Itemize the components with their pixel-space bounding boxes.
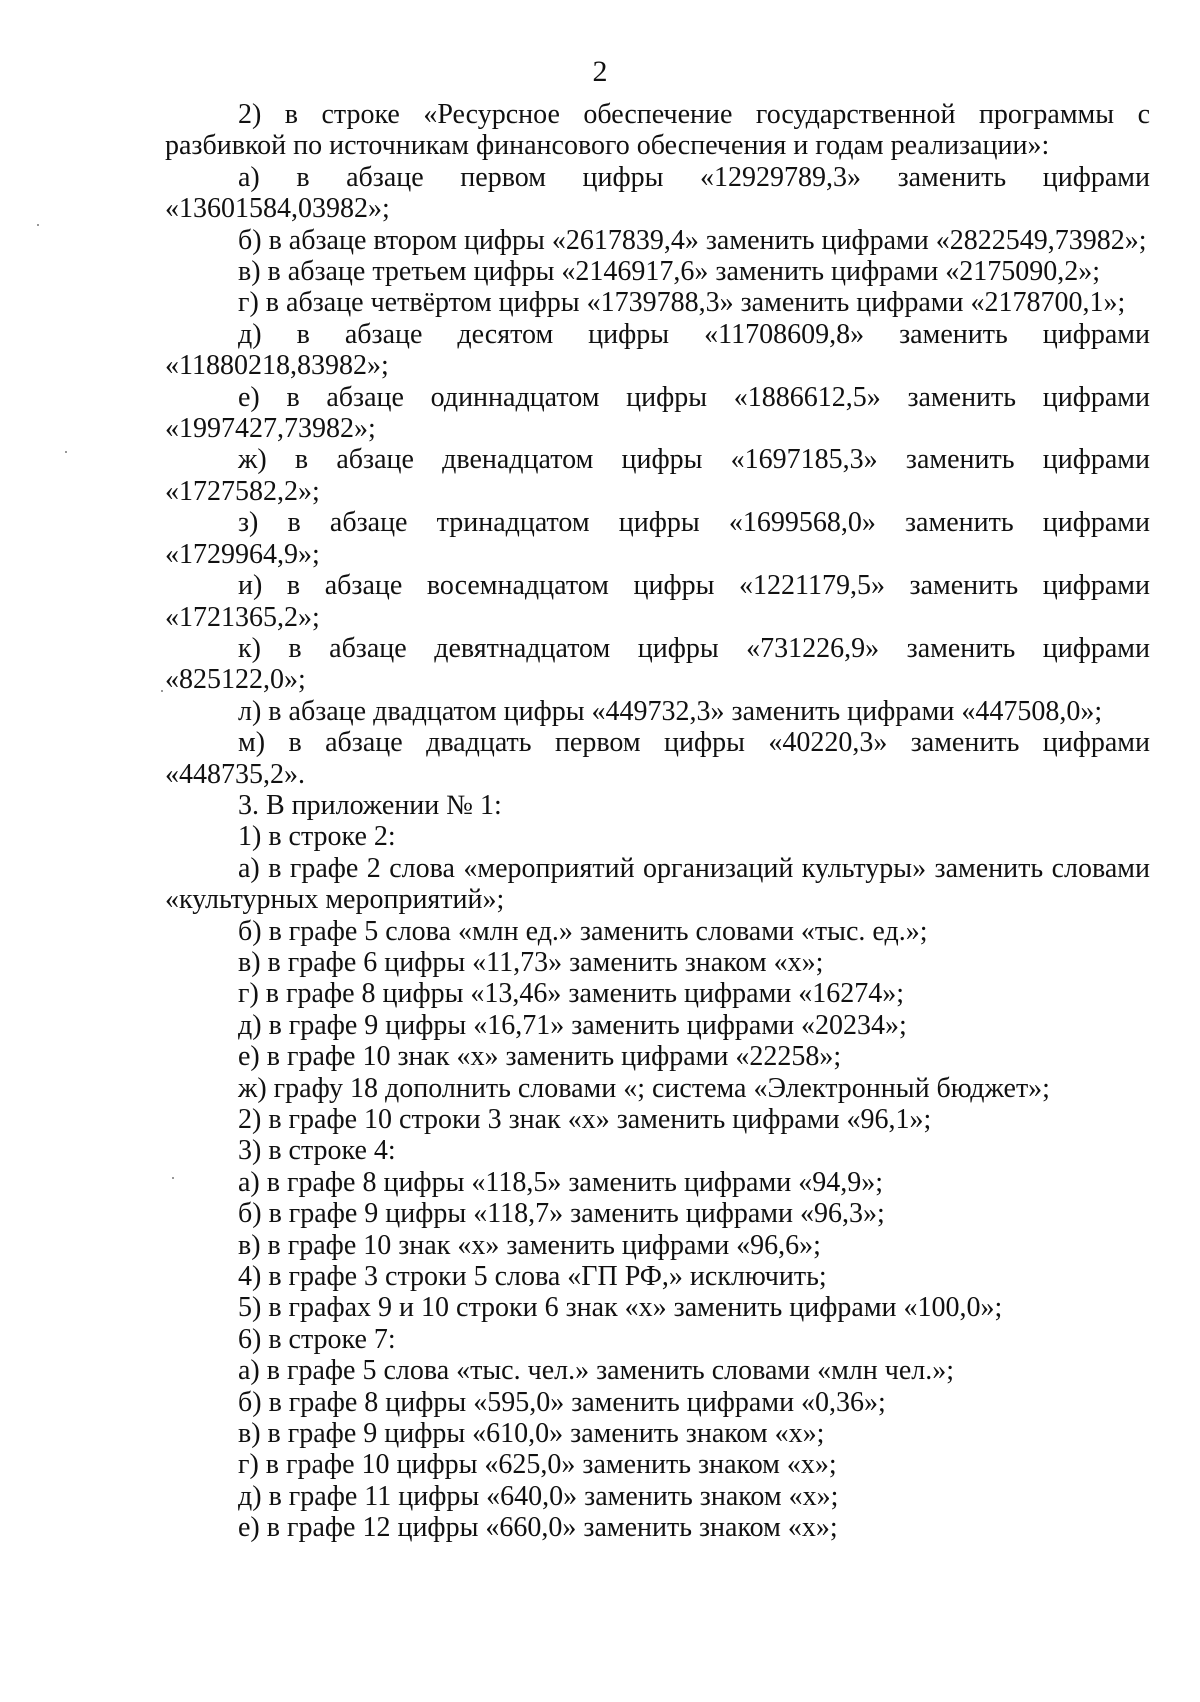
document-body — [165, 99, 1150, 1544]
paragraph-row-2-zh: ж) графу 18 дополнить словами «; система «Электронный бюджет»; — [238, 1072, 1050, 1104]
paragraph-row-7-e: е) в графе 12 цифры «660,0» заменить знаком «х»; — [238, 1512, 838, 1544]
paragraph-item-z: з) в абзаце тринадцатом цифры «1699568,0» заменить цифрами «1729964,9»; — [165, 507, 1150, 570]
paragraph-row-2-d: д) в графе 9 цифры «16,71» заменить цифрами «20234»; — [238, 1009, 907, 1041]
paragraph-row-4: 3) в строке 4: — [238, 1135, 396, 1167]
paragraph-row-5: 4) в графе 3 строки 5 слова «ГП РФ,» исключить; — [238, 1261, 827, 1293]
paragraph-row-7-d: д) в графе 11 цифры «640,0» заменить знаком «х»; — [238, 1480, 839, 1512]
scan-speck — [37, 224, 39, 226]
paragraph-item-a: а) в абзаце первом цифры «12929789,3» заменить цифрами «13601584,03982»; — [165, 161, 1150, 225]
paragraph-row-7-b: б) в графе 8 цифры «595,0» заменить цифрами «0,36»; — [238, 1386, 886, 1418]
paragraph-item-k: к) в абзаце девятнадцатом цифры «731226,9» заменить цифрами «825122,0»; — [165, 632, 1150, 696]
paragraph-row-2: 1) в строке 2: — [238, 821, 396, 853]
paragraph-item-g: г) в абзаце четвёртом цифры «1739788,3» заменить цифрами «2178700,1»; — [238, 287, 1126, 319]
paragraph-item-zh: ж) в абзаце двенадцатом цифры «1697185,3» заменить цифрами «1727582,2»; — [165, 444, 1150, 507]
paragraph-item-i: и) в абзаце восемнадцатом цифры «1221179,5» заменить цифрами «1721365,2»; — [165, 570, 1150, 633]
scan-speck — [65, 451, 67, 453]
paragraph-row-2-v: в) в графе 6 цифры «11,73» заменить знаком «х»; — [238, 946, 824, 978]
paragraph-item-v: в) в абзаце третьем цифры «2146917,6» заменить цифрами «2175090,2»; — [238, 256, 1101, 288]
page-number: 2 — [592, 55, 608, 88]
section-appendix-1: 3. В приложении № 1: — [238, 789, 502, 821]
paragraph-row-2-b: б) в графе 5 слова «млн ед.» заменить словами «тыс. ед.»; — [238, 915, 928, 947]
paragraph-row-7-v: в) в графе 9 цифры «610,0» заменить знаком «х»; — [238, 1418, 825, 1450]
paragraph-item-b: б) в абзаце втором цифры «2617839,4» заменить цифрами «2822549,73982»; — [238, 224, 1147, 256]
paragraph-row-7: 6) в строке 7: — [238, 1323, 396, 1355]
paragraph-row-2-e: е) в графе 10 знак «х» заменить цифрами «22258»; — [238, 1041, 842, 1073]
paragraph-row-2-a: а) в графе 2 слова «мероприятий организаций культуры» заменить словами «культурных мероприятий»; — [165, 852, 1150, 916]
paragraph-row-3: 2) в графе 10 строки 3 знак «х» заменить цифрами «96,1»; — [238, 1104, 932, 1135]
scan-speck — [172, 1177, 174, 1179]
paragraph-row-7-g: г) в графе 10 цифры «625,0» заменить знаком «х»; — [238, 1449, 837, 1481]
paragraph-item-m: м) в абзаце двадцать первом цифры «40220,3» заменить цифрами «448735,2». — [165, 727, 1150, 790]
paragraph-row-4-a: а) в графе 8 цифры «118,5» заменить цифрами «94,9»; — [238, 1166, 883, 1198]
paragraph-item-e: е) в абзаце одиннадцатом цифры «1886612,5» заменить цифрами «1997427,73982»; — [165, 381, 1150, 445]
paragraph-row-2-g: г) в графе 8 цифры «13,46» заменить цифрами «16274»; — [238, 978, 905, 1010]
paragraph-row-4-b: б) в графе 9 цифры «118,7» заменить цифрами «96,3»; — [238, 1198, 885, 1230]
paragraph-row-7-a: а) в графе 5 слова «тыс. чел.» заменить словами «млн чел.»; — [238, 1355, 955, 1387]
paragraph-resource-row: 2) в строке «Ресурсное обеспечение государственной программы с разбивкой по источникам финансового обеспечения и годам реализации»: — [165, 99, 1150, 162]
paragraph-item-d: д) в абзаце десятом цифры «11708609,8» заменить цифрами «11880218,83982»; — [165, 318, 1150, 382]
paragraph-row-6: 5) в графах 9 и 10 строки 6 знак «х» заменить цифрами «100,0»; — [238, 1292, 1003, 1324]
paragraph-row-4-v: в) в графе 10 знак «х» заменить цифрами «96,6»; — [238, 1229, 821, 1261]
paragraph-item-l: л) в абзаце двадцатом цифры «449732,3» заменить цифрами «447508,0»; — [238, 695, 1103, 727]
scan-speck — [161, 690, 163, 692]
